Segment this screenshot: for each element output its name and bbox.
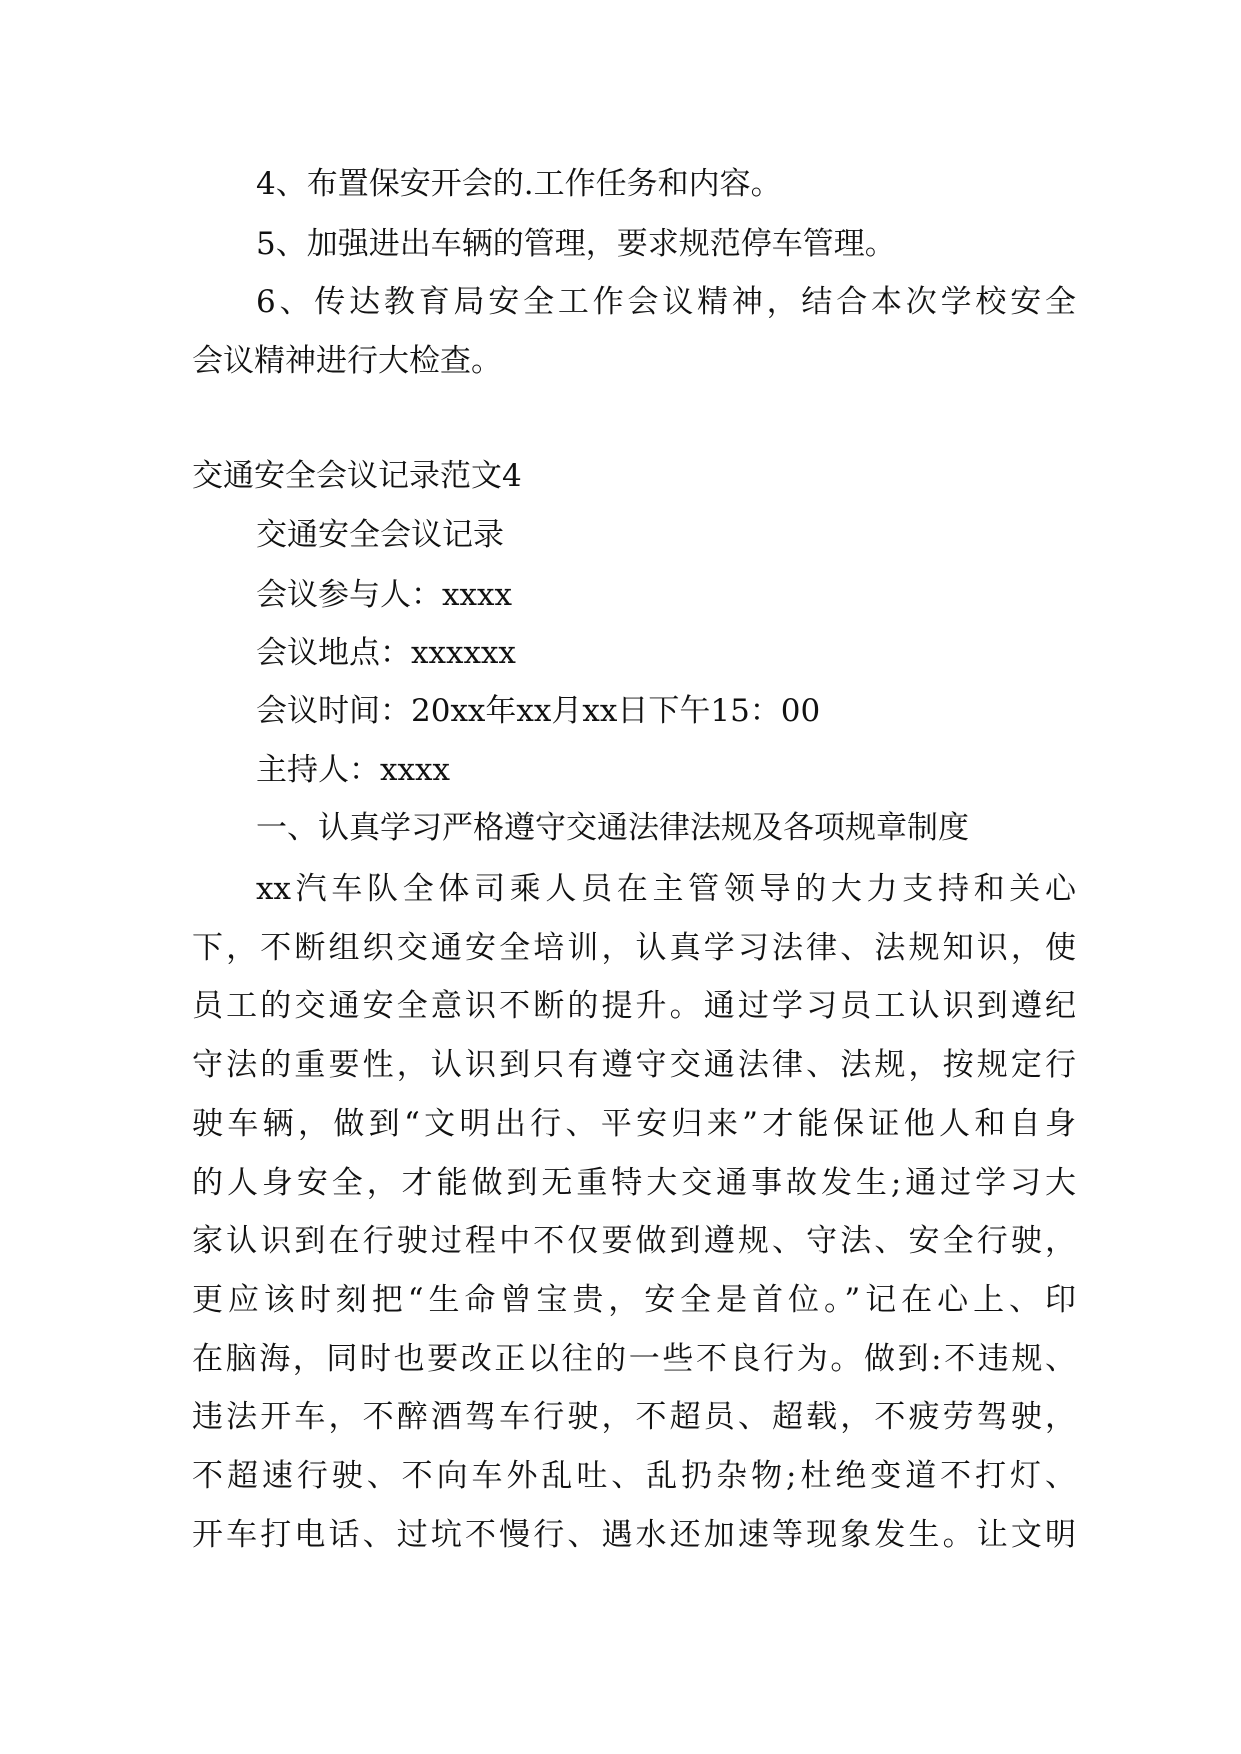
- record-host: 主持人：xxxx: [256, 752, 450, 788]
- list-item: 4、布置保安开会的.工作任务和内容。: [256, 166, 782, 202]
- record-location: 会议地点：xxxxxx: [256, 635, 516, 671]
- section-heading: 一、认真学习严格遵守交通法律法规及各项规章制度: [256, 810, 969, 846]
- paragraph-line: 更应该时刻把“生命曾宝贵，安全是首位。”记在心上、印: [192, 1281, 1076, 1318]
- paragraph-line: xx汽车队全体司乘人员在主管领导的大力支持和关心: [256, 871, 1076, 907]
- paragraph-line: 下，不断组织交通安全培训，认真学习法律、法规知识，使: [192, 929, 1076, 966]
- record-time: 会议时间：20xx年xx月xx日下午15：00: [256, 693, 821, 729]
- list-item-continuation: 会议精神进行大检查。: [192, 343, 502, 379]
- paragraph-line: 驶车辆，做到“文明出行、平安归来”才能保证他人和自身: [192, 1105, 1076, 1142]
- paragraph-line: 违法开车，不醉酒驾车行驶，不超员、超载，不疲劳驾驶，: [192, 1399, 1076, 1436]
- paragraph-line: 员工的交通安全意识不断的提升。通过学习员工认识到遵纪: [192, 988, 1076, 1025]
- paragraph-line: 的人身安全，才能做到无重特大交通事故发生;通过学习大: [192, 1164, 1076, 1201]
- paragraph-line: 不超速行驶、不向车外乱吐、乱扔杂物;杜绝变道不打灯、: [192, 1458, 1076, 1494]
- paragraph-line: 家认识到在行驶过程中不仅要做到遵规、守法、安全行驶，: [192, 1223, 1076, 1260]
- section-title: 交通安全会议记录范文4: [192, 458, 522, 494]
- paragraph-line: 守法的重要性，认识到只有遵守交通法律、法规，按规定行: [192, 1047, 1076, 1084]
- paragraph-line: 开车打电话、过坑不慢行、遇水还加速等现象发生。让文明: [192, 1516, 1076, 1553]
- list-item: 5、加强进出车辆的管理，要求规范停车管理。: [256, 226, 896, 262]
- list-item: 6、传达教育局安全工作会议精神，结合本次学校安全: [256, 284, 1076, 320]
- record-participants: 会议参与人：xxxx: [256, 577, 512, 613]
- paragraph-line: 在脑海，同时也要改正以往的一些不良行为。做到:不违规、: [192, 1340, 1076, 1377]
- record-title: 交通安全会议记录: [256, 517, 504, 553]
